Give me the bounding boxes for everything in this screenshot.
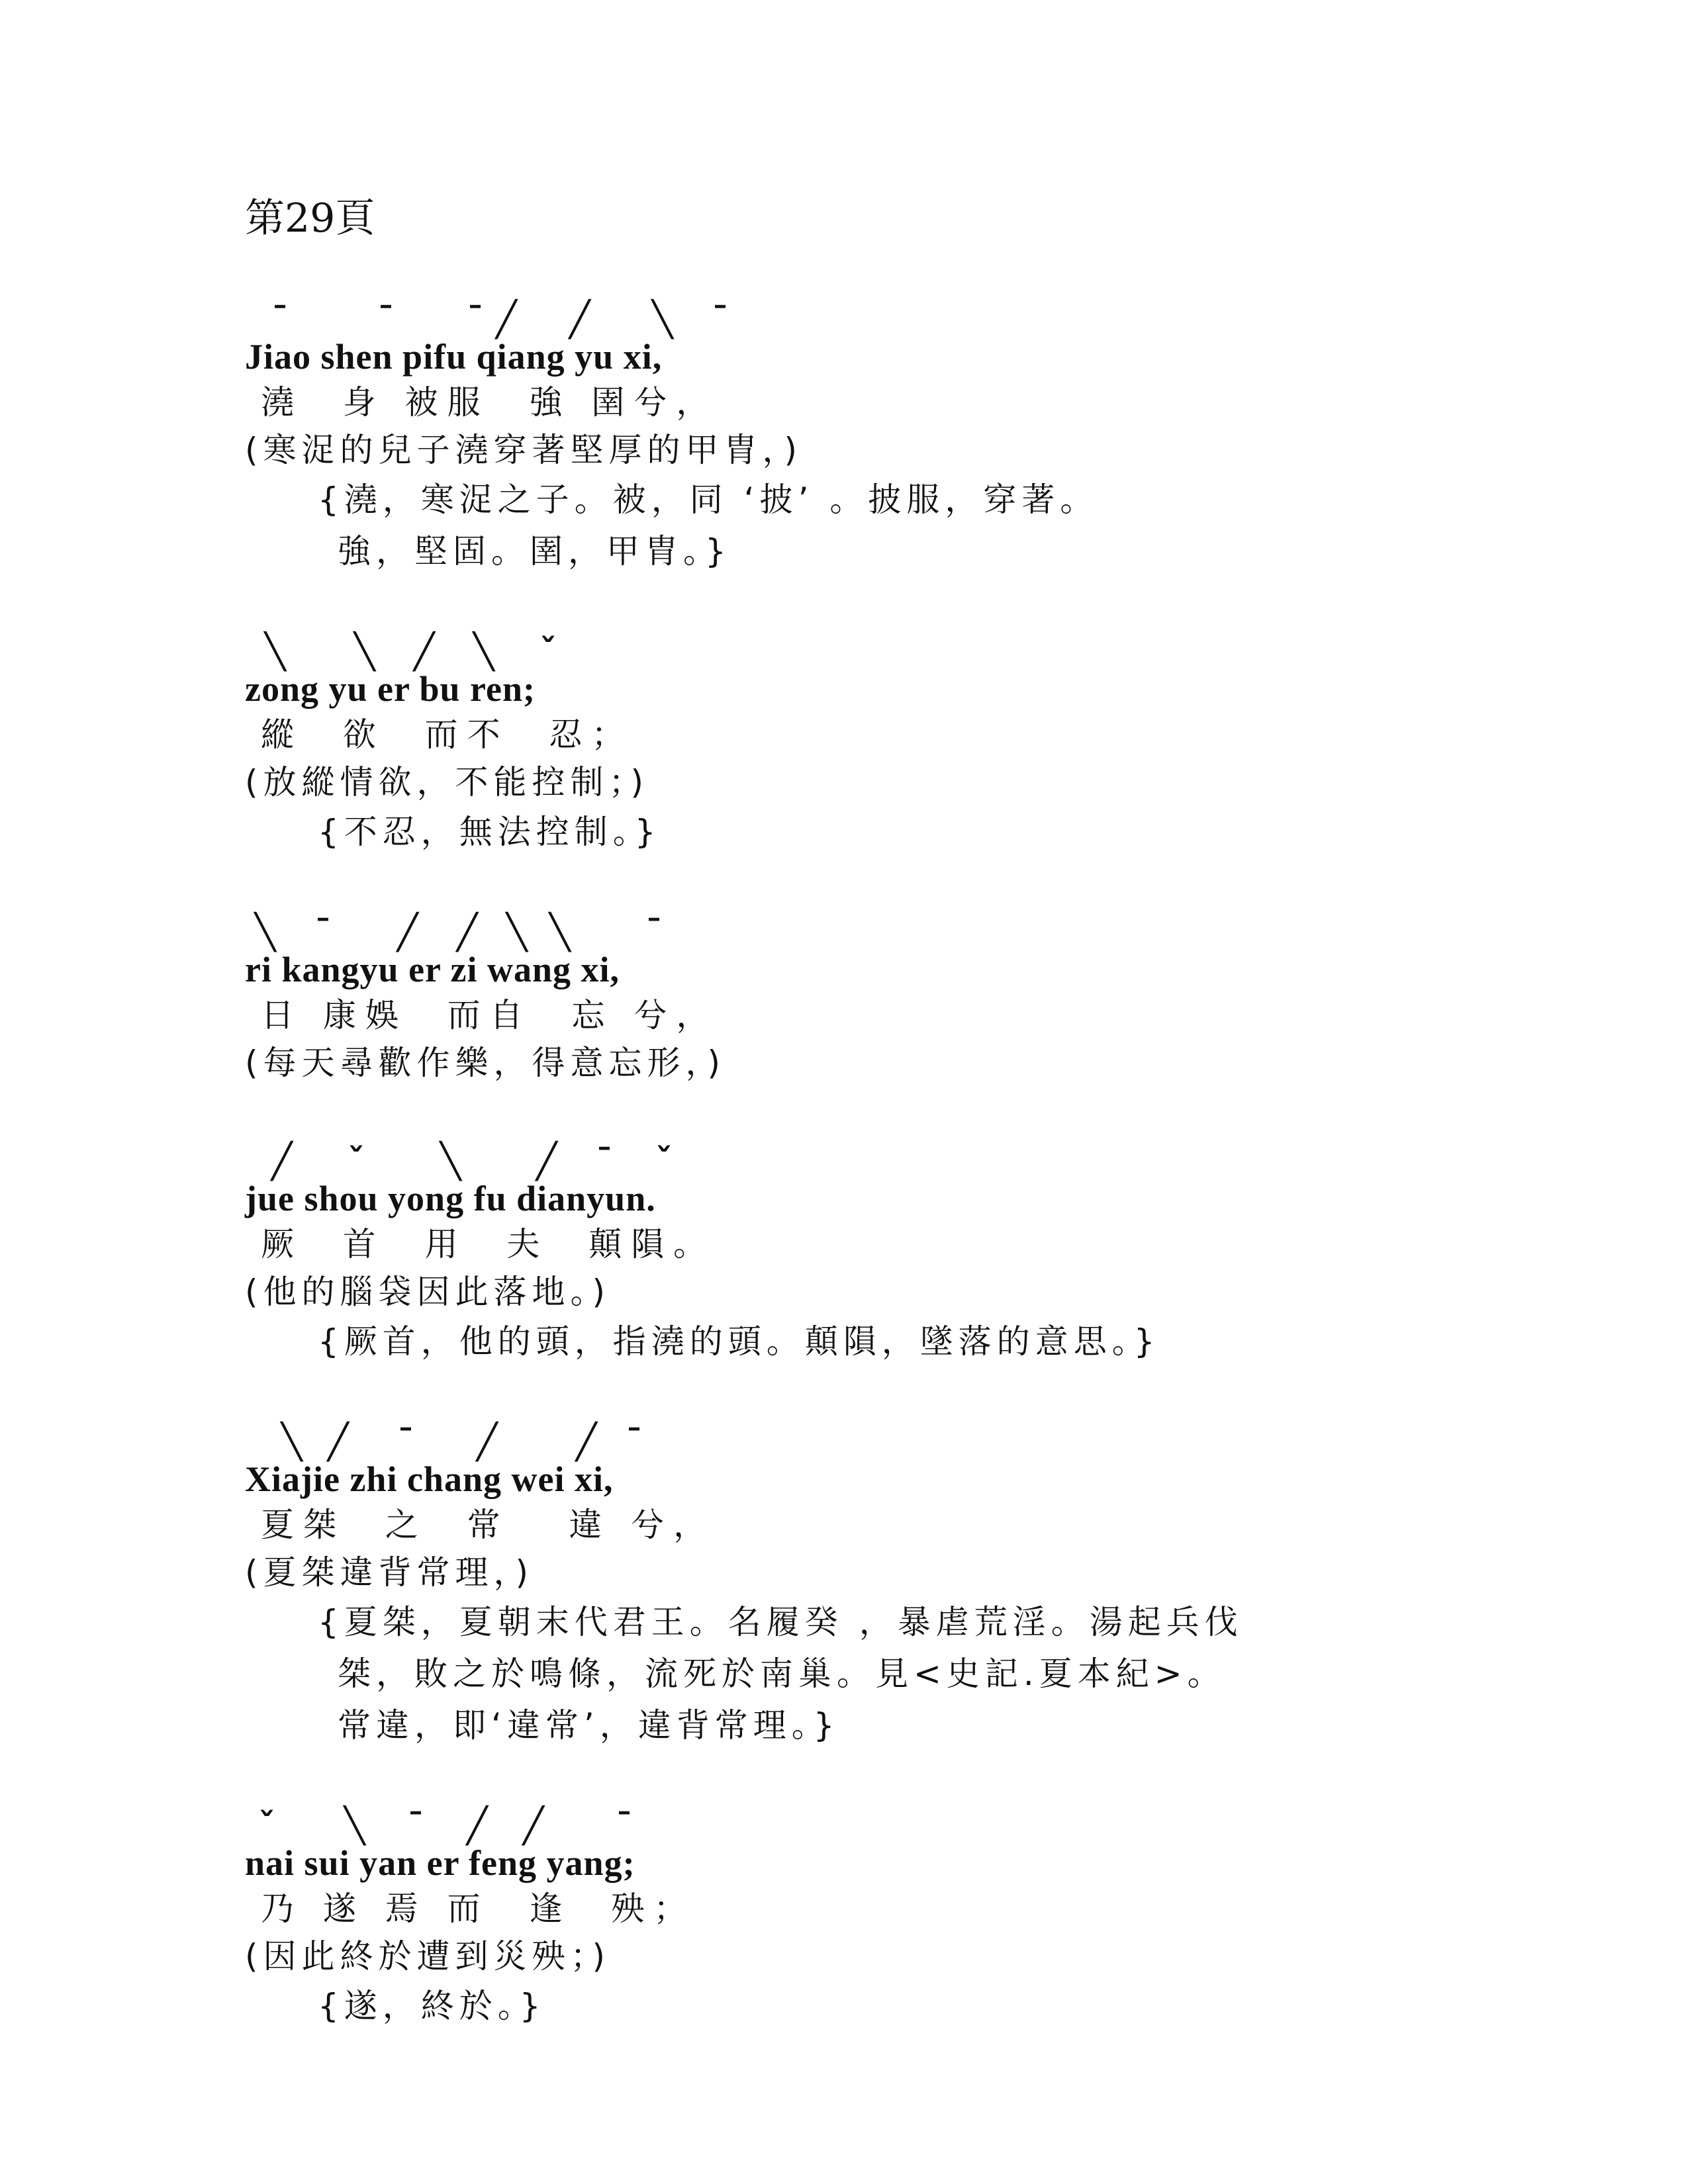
stanza	[245, 632, 1503, 858]
tone-mark: ╲	[506, 913, 528, 952]
tone-mark: ¯	[397, 1422, 414, 1462]
note-line: {厥首，他的頭，指澆的頭。顛隕，墜落的意思。}	[318, 1322, 1160, 1361]
tone-mark: ╱	[457, 913, 478, 952]
translation-line: (他的腦袋因此落地。)	[245, 1273, 611, 1311]
tone-mark: ╱	[397, 913, 418, 952]
tone-mark: ˇ	[539, 632, 557, 672]
tone-mark: ¯	[377, 300, 395, 340]
tone-mark: ╱	[523, 1806, 544, 1846]
tone-mark: ╱	[467, 1806, 488, 1846]
pinyin-line: ri kangyu er zi wang xi,	[245, 950, 620, 989]
stanza	[245, 1142, 1503, 1367]
tone-mark: ¯ ╱	[467, 300, 517, 340]
pinyin-line: zong yu er bu ren;	[245, 669, 536, 709]
hanzi-line: 縱 欲 而不 忍；	[261, 715, 634, 754]
note-line: {夏桀，夏朝末代君王。名履癸 ，暴虐荒淫。湯起兵伐	[318, 1603, 1243, 1641]
tone-mark: ╱	[536, 1142, 557, 1181]
translation-line: (寒浞的兒子澆穿著堅厚的甲胄，)	[245, 431, 803, 469]
tone-marks-line	[245, 1142, 1503, 1181]
pinyin-line: nai sui yan er feng yang;	[245, 1843, 635, 1883]
tone-mark: ¯	[626, 1422, 643, 1462]
stanza	[245, 913, 1503, 1087]
tone-mark: ¯	[407, 1806, 424, 1846]
stanza	[245, 300, 1503, 577]
translation-line: (夏桀違背常理，)	[245, 1553, 534, 1592]
hanzi-line: 日 康娛 而自 忘 兮，	[261, 996, 719, 1034]
hanzi-line: 夏桀 之 常 違 兮，	[261, 1506, 716, 1544]
stanza	[245, 1806, 1503, 2032]
translation-line: (因此終於遭到災殃；)	[245, 1937, 611, 1976]
page-header: 第29頁	[245, 195, 375, 242]
tone-mark: ¯	[596, 1142, 613, 1181]
tone-mark: ╲	[549, 913, 571, 952]
tone-mark: ╲	[344, 1806, 365, 1846]
tone-mark: ¯	[314, 913, 332, 952]
stanza	[245, 1422, 1503, 1751]
document-page	[245, 192, 1503, 2091]
tone-mark: ╲	[255, 913, 276, 952]
tone-mark: ╲	[265, 632, 286, 672]
tone-mark: ╱	[414, 632, 435, 672]
hanzi-line: 澆 身 被服 強 圉兮，	[261, 383, 719, 422]
note-line: 常違，即‘違常’，違背常理。}	[338, 1706, 840, 1745]
tone-mark: ˇ	[258, 1806, 275, 1846]
tone-mark: ¯	[712, 300, 729, 340]
note-line: {遂，終於。}	[318, 1987, 546, 2025]
tone-marks-line	[245, 1806, 1503, 1846]
hanzi-line: 厥 首 用 夫 顛隕。	[261, 1225, 716, 1263]
note-line: {澆，寒浞之子。被，同 ‘披’ 。披服，穿著。	[318, 480, 1099, 519]
tone-marks-line	[245, 1422, 1503, 1462]
pinyin-line: Jiao shen pifu qiang yu xi,	[245, 337, 663, 377]
tone-mark: ╱	[328, 1422, 349, 1462]
note-line: 強，堅固。圉，甲胄。}	[338, 532, 731, 570]
tone-mark: ╱	[569, 300, 590, 340]
tone-mark: ╱	[576, 1422, 597, 1462]
tone-mark: ˇ	[348, 1142, 365, 1181]
tone-mark: ˇ	[655, 1142, 673, 1181]
tone-mark: ╲	[354, 632, 375, 672]
tone-mark: ¯	[616, 1806, 633, 1846]
tone-mark: ¯	[645, 913, 663, 952]
tone-mark: ¯	[271, 300, 289, 340]
pinyin-line: Xiajie zhi chang wei xi,	[245, 1459, 614, 1499]
tone-mark: ╲	[281, 1422, 303, 1462]
tone-marks-line	[245, 913, 1503, 952]
note-line: {不忍，無法控制。}	[318, 813, 661, 851]
hanzi-line: 乃 遂 焉 而 逢 殃；	[261, 1889, 696, 1928]
translation-line: (放縱情欲，不能控制；)	[245, 763, 649, 801]
tone-mark: ╱	[477, 1422, 498, 1462]
tone-marks-line	[245, 632, 1503, 672]
translation-line: (每天尋歡作樂，得意忘形，)	[245, 1044, 726, 1082]
tone-mark: ╲	[652, 300, 673, 340]
tone-mark: ╲	[473, 632, 494, 672]
tone-marks-line	[245, 300, 1503, 340]
tone-mark: ╲	[440, 1142, 461, 1181]
tone-mark: ╱	[271, 1142, 293, 1181]
pinyin-line: jue shou yong fu dianyun.	[245, 1179, 656, 1218]
note-line: 桀，敗之於鳴條，流死於南巢。見<史記.夏本紀>。	[338, 1655, 1226, 1693]
